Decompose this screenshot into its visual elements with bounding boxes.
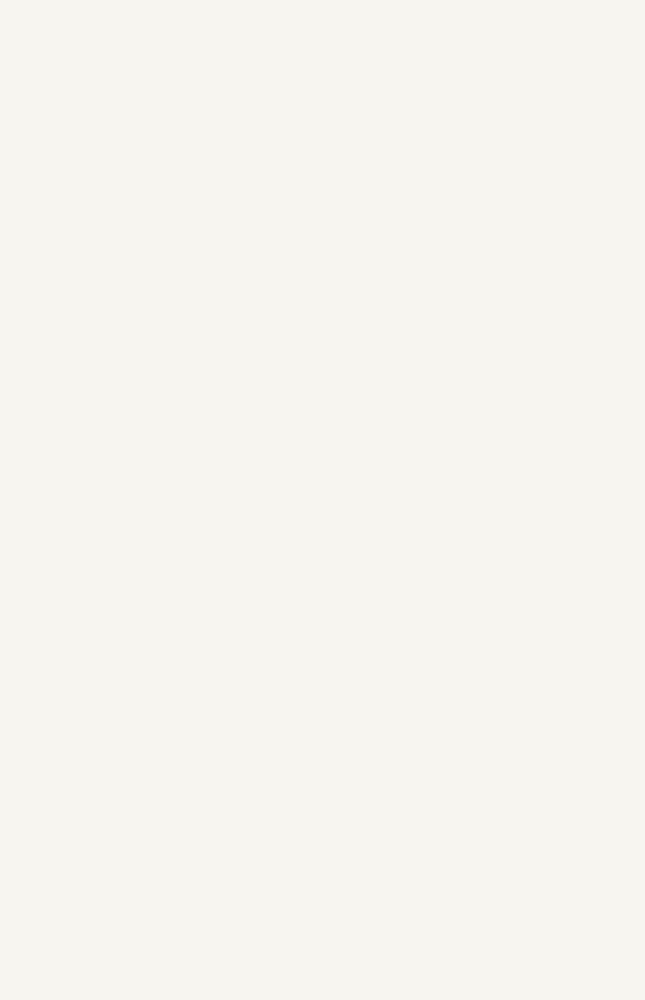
bottom-text-block <box>28 505 623 925</box>
top-text-block <box>28 22 623 522</box>
